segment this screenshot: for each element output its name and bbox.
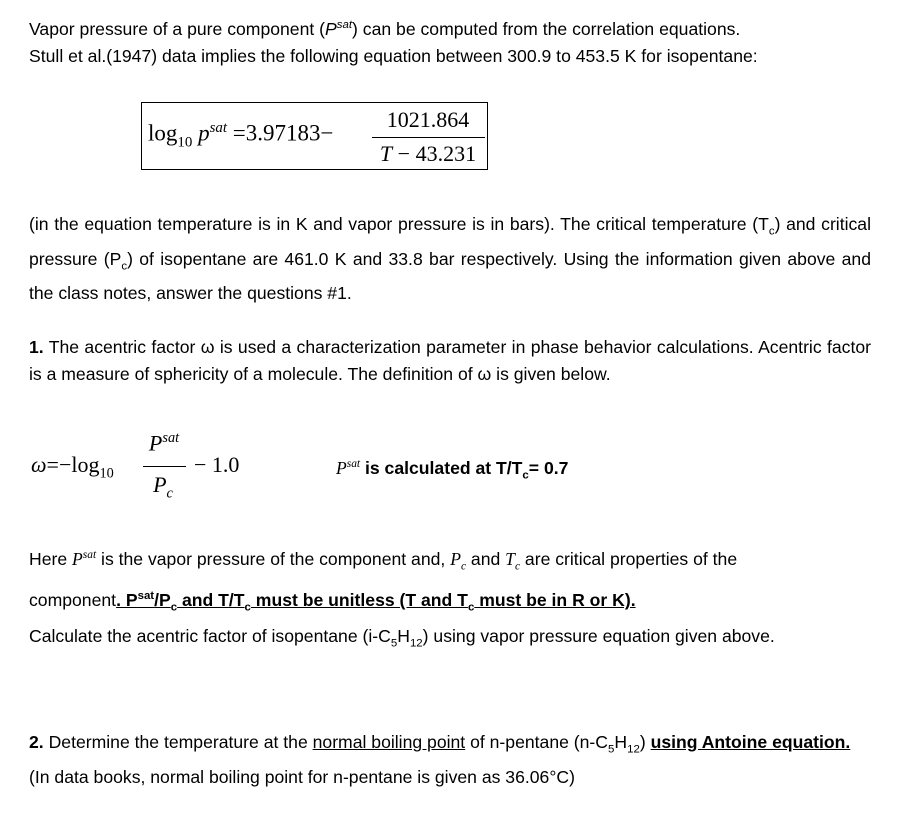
equation-lhs: $\log_{10} p^{sat} =3.97183-$ xyxy=(148,120,334,151)
vapor-pressure-equation-box xyxy=(141,102,488,170)
acentric-tail: − 1.0 xyxy=(194,452,240,477)
equation-denominator: T − 43.231 xyxy=(379,141,477,166)
critical-properties-paragraph: (in the equation temperature is in K and vapor pressure is in bars). The critical temperature $(T_c)$ and critical pressure $(P_c)$ of isopentane are 461.0 K and 33.8 bar respectively. Using the information given above and the class notes, answer the questions #1. xyxy=(29,214,872,304)
psat-condition-note: $P^{sat}$ is calculated at $T/T_c= 0.7$ xyxy=(336,458,569,482)
question-1: 1. The acentric factor ω is used a characterization parameter in phase behavior calculations. Acentric factor is a measure of sphericity of a molecule. The definition of ω is given below. xyxy=(29,337,871,384)
question-2: 2. Determine the temperature at the normal boiling point of n-pentane $(n-C_5H_{12})$ using Antoine equation. (In data books, normal boiling point for n-pentane is given as 36.06°C) xyxy=(29,732,851,787)
definitions-paragraph xyxy=(29,540,871,623)
fraction-bar xyxy=(372,137,485,138)
equation-numerator: 1021.864 xyxy=(386,107,470,132)
definitions-line-1: Here $P^{sat}$ is the vapor pressure of the component and, $P_c$ and $T_c$ are critical properties of the xyxy=(29,548,738,573)
intro-paragraph xyxy=(29,12,871,70)
calculation-instruction: Calculate the acentric factor of isopentane $(i-C_5H_{12})$ using vapor pressure equation given above. xyxy=(29,626,775,650)
intro-line-1: Vapor pressure of a pure component $(P^{sat})$ can be computed from the correlation equations. xyxy=(29,18,741,39)
intro-line-2: Stull et al.(1947) data implies the following equation between 300.9 to 453.5 K for isopentane: xyxy=(29,45,758,66)
acentric-factor-lhs: $\omega=-\log_{10}$ xyxy=(31,452,114,482)
acentric-numerator: $P^{sat}$ xyxy=(148,430,180,456)
acentric-denominator: $P_c$ xyxy=(153,472,173,502)
acentric-fraction-bar xyxy=(143,466,186,467)
definitions-line-2: component. $P^{sat}/P_c$ and $T/T_c$ must be unitless (T and $T_c$ must be in R or K). xyxy=(29,590,636,614)
